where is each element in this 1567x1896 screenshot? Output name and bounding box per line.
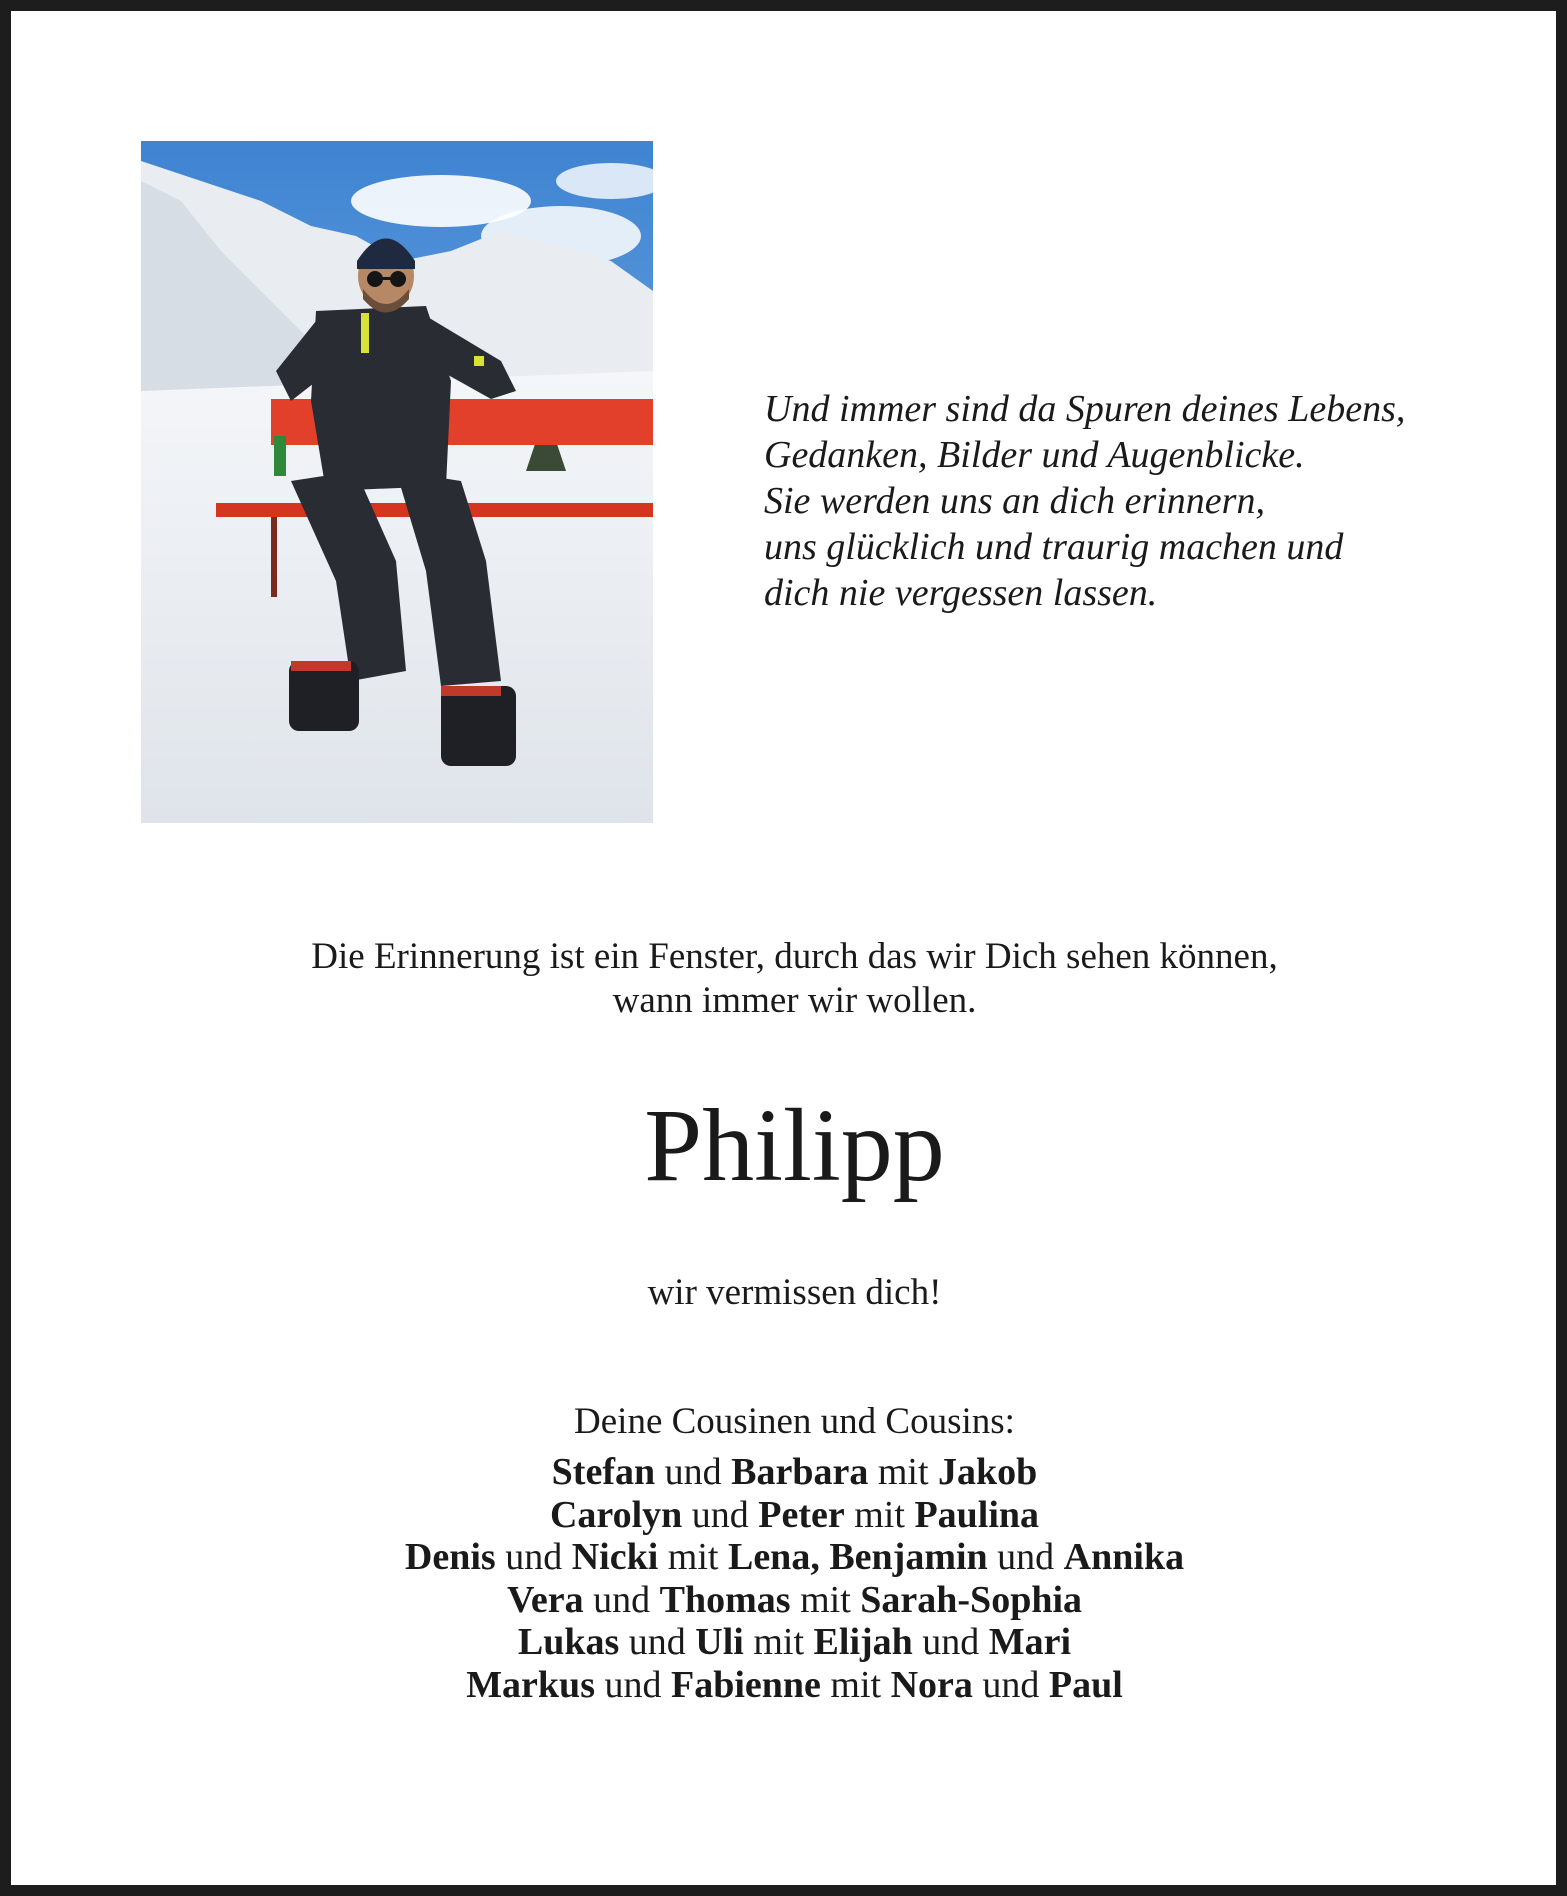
- family-line: [11, 1579, 1567, 1622]
- family-line: [11, 1664, 1567, 1707]
- family-member-name: Markus: [466, 1663, 595, 1706]
- memorial-photo: [141, 141, 653, 823]
- family-connector: mit: [844, 1493, 915, 1536]
- family-line: [11, 1451, 1567, 1494]
- family-member-name: Annika: [1063, 1536, 1185, 1578]
- family-line: [11, 1621, 1567, 1664]
- family-connector: und: [583, 1578, 660, 1621]
- family-connector: mit: [790, 1578, 861, 1621]
- family-connector: und: [682, 1493, 759, 1536]
- family-connector: mit: [820, 1663, 891, 1706]
- family-member-name: Nicki: [571, 1536, 659, 1578]
- family-member-name: Jakob: [938, 1451, 1038, 1493]
- family-connector: und: [987, 1536, 1064, 1578]
- family-list: [11, 1451, 1567, 1706]
- miss-text: wir vermissen dich!: [647, 1272, 942, 1313]
- family-member-name: Fabienne: [670, 1663, 821, 1706]
- family-member-name: Lukas: [517, 1621, 620, 1663]
- family-line: [11, 1536, 1567, 1579]
- family-connector: und: [619, 1621, 696, 1663]
- family-connector: und: [594, 1663, 671, 1706]
- poem: [764, 386, 1484, 616]
- family-connector: und: [655, 1451, 732, 1493]
- family-connector: und: [972, 1663, 1049, 1706]
- family-member-name: Sarah-Sophia: [860, 1578, 1083, 1621]
- family-member-name: Vera: [506, 1578, 584, 1621]
- quote-line: Die Erinnerung ist ein Fenster, durch das wir Dich sehen können,: [311, 936, 1278, 977]
- family-member-name: Carolyn: [549, 1493, 683, 1536]
- family-member-name: Paul: [1048, 1663, 1123, 1706]
- family-connector: mit: [868, 1451, 939, 1493]
- quote-line: wann immer wir wollen.: [612, 980, 977, 1021]
- family-line: [11, 1494, 1567, 1537]
- family-member-name: Elijah: [813, 1621, 913, 1663]
- poem-line: uns glücklich und traurig machen und: [764, 526, 1344, 568]
- family-member-name: Thomas: [659, 1578, 791, 1621]
- family-connector: und: [912, 1621, 989, 1663]
- family-member-name: Peter: [758, 1493, 845, 1536]
- family-member-name: Lena, Benjamin: [727, 1536, 988, 1578]
- family-member-name: Stefan: [551, 1451, 656, 1493]
- family-member-name: Denis: [404, 1536, 496, 1578]
- family-heading: Deine Cousinen und Cousins:: [574, 1401, 1015, 1442]
- poem-line: Sie werden uns an dich erinnern,: [764, 480, 1265, 522]
- family-member-name: Nora: [890, 1663, 973, 1706]
- family-member-name: Uli: [695, 1621, 744, 1663]
- poem-line: Und immer sind da Spuren deines Lebens,: [764, 388, 1406, 430]
- family-member-name: Paulina: [914, 1493, 1040, 1536]
- family-connector: mit: [658, 1536, 728, 1578]
- poem-line: Gedanken, Bilder und Augenblicke.: [764, 434, 1305, 476]
- family-member-name: Barbara: [731, 1451, 869, 1493]
- family-connector: und: [495, 1536, 572, 1578]
- deceased-name: Philipp: [644, 1088, 945, 1203]
- poem-line: dich nie vergessen lassen.: [764, 572, 1158, 614]
- family-member-name: Mari: [988, 1621, 1072, 1663]
- memorial-quote: [11, 935, 1567, 1023]
- family-connector: mit: [743, 1621, 814, 1663]
